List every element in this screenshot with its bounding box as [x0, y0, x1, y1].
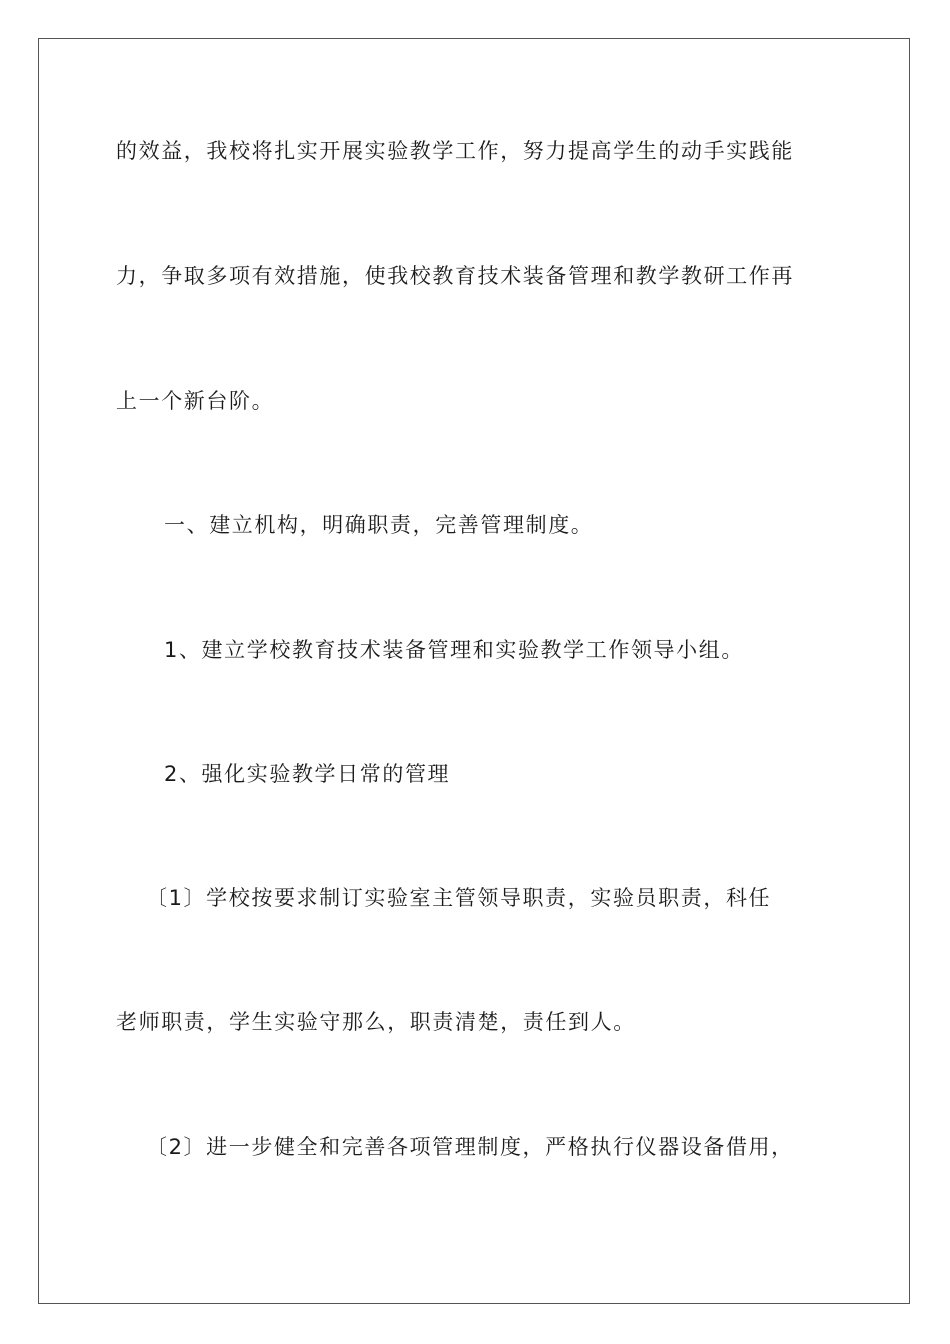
- section-heading: 一、建立机构，明确职责，完善管理制度。: [164, 513, 594, 537]
- list-item: 2、强化实验教学日常的管理: [164, 762, 451, 786]
- body-text-line: 的效益，我校将扎实开展实验教学工作，努力提高学生的动手实践能: [116, 139, 794, 163]
- body-text-line: 老师职责，学生实验守那么，职责清楚，责任到人。: [116, 1010, 636, 1034]
- sub-item: 〔2〕进一步健全和完善各项管理制度，严格执行仪器设备借用，: [146, 1135, 794, 1159]
- sub-item: 〔1〕学校按要求制订实验室主管领导职责，实验员职责，科任: [146, 886, 772, 910]
- page-frame: [38, 38, 910, 1304]
- body-text-line: 上一个新台阶。: [116, 389, 275, 413]
- list-item: 1、建立学校教育技术装备管理和实验教学工作领导小组。: [164, 638, 744, 662]
- body-text-line: 力，争取多项有效措施，使我校教育技术装备管理和教学教研工作再: [116, 264, 794, 288]
